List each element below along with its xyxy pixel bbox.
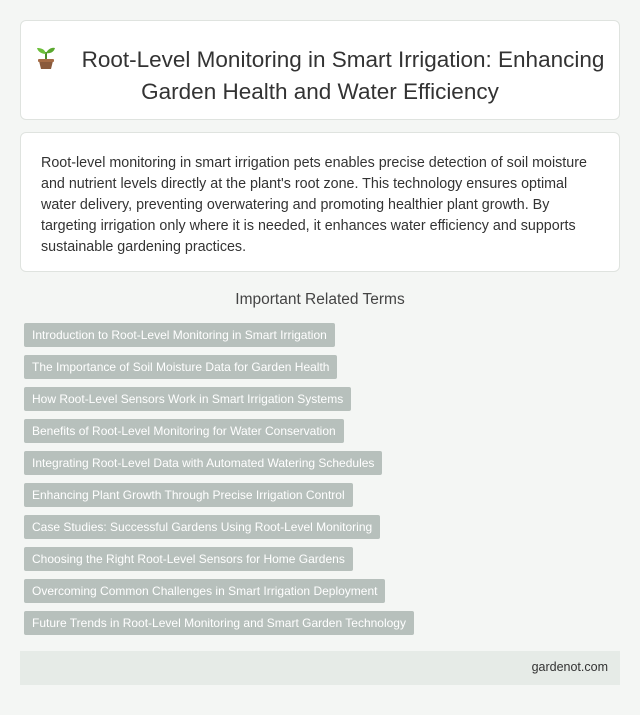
related-term-tag[interactable]: Integrating Root-Level Data with Automated Watering Schedules xyxy=(24,451,382,475)
description-text: Root-level monitoring in smart irrigation pets enables precise detection of soil moisture and nutrient levels directly at the plant's root zone. This technology ensures optimal water delivery, preventing overwatering and promoting healthier plant growth. By targeting irrigation only where it is needed, it enhances water efficiency and supports sustainable gardening practices. xyxy=(41,155,587,255)
footer xyxy=(20,651,620,685)
related-term-tag[interactable]: Future Trends in Root-Level Monitoring and Smart Garden Technology xyxy=(24,611,414,635)
seedling-icon xyxy=(36,46,56,70)
related-term-tag[interactable]: Benefits of Root-Level Monitoring for Water Conservation xyxy=(24,419,344,443)
related-term-tag[interactable]: Overcoming Common Challenges in Smart Irrigation Deployment xyxy=(24,579,385,603)
related-terms-heading: Important Related Terms xyxy=(235,291,405,308)
related-term-tag[interactable]: Choosing the Right Root-Level Sensors for Home Gardens xyxy=(24,547,353,571)
page-title xyxy=(21,44,619,108)
description-card xyxy=(20,132,620,272)
title-text: Root-Level Monitoring in Smart Irrigation: Enhancing Garden Health and Water Efficiency xyxy=(81,47,605,104)
related-terms-list xyxy=(24,323,624,643)
related-term-tag[interactable]: Enhancing Plant Growth Through Precise Irrigation Control xyxy=(24,483,353,507)
related-term-tag[interactable]: The Importance of Soil Moisture Data for Garden Health xyxy=(24,355,337,379)
related-term-tag[interactable]: Case Studies: Successful Gardens Using Root-Level Monitoring xyxy=(24,515,380,539)
footer-site-link[interactable]: gardenot.com xyxy=(531,660,608,674)
related-term-tag[interactable]: How Root-Level Sensors Work in Smart Irrigation Systems xyxy=(24,387,351,411)
title-card xyxy=(20,20,620,120)
related-term-tag[interactable]: Introduction to Root-Level Monitoring in Smart Irrigation xyxy=(24,323,335,347)
